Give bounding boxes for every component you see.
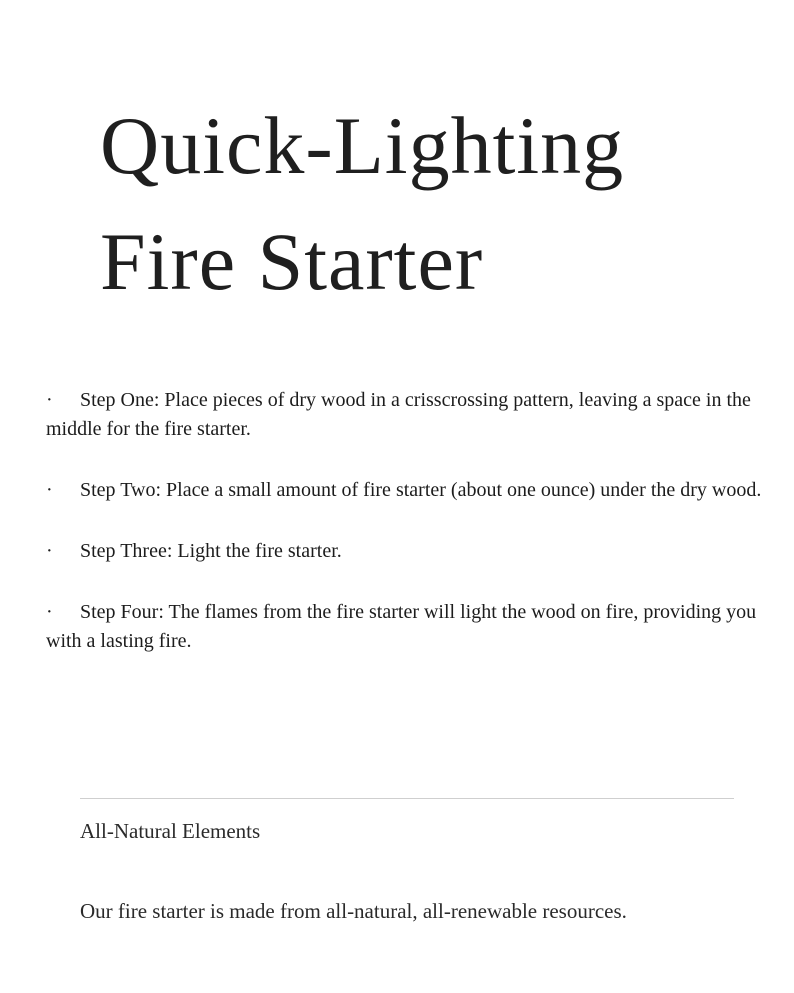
page-title-line-2: Fire Starter — [100, 216, 484, 307]
step-text: Step Two: Place a small amount of fire starter (about one ounce) under the dry wood. — [80, 479, 762, 501]
bullet-icon: · — [46, 389, 53, 411]
step-item — [46, 386, 776, 444]
step-item — [46, 537, 776, 566]
step-text: Step Three: Light the fire starter. — [80, 540, 342, 562]
step-item — [46, 476, 776, 505]
section-body: Our fire starter is made from all-natural, all-renewable resources. — [80, 899, 627, 923]
bullet-icon: · — [46, 540, 53, 562]
section-divider — [80, 798, 734, 799]
page-title — [100, 88, 760, 320]
page-title-line-1: Quick-Lighting — [100, 100, 625, 191]
section-heading: All-Natural Elements — [80, 819, 261, 843]
bullet-icon: · — [46, 479, 53, 501]
step-text: Step Four: The flames from the fire starter will light the wood on fire, providing you with a lasting fire. — [46, 601, 757, 652]
steps-list — [46, 386, 776, 688]
step-text: Step One: Place pieces of dry wood in a crisscrossing pattern, leaving a space in the middle for the fire starter. — [46, 389, 751, 440]
bullet-icon: · — [46, 601, 53, 623]
step-item — [46, 598, 776, 656]
